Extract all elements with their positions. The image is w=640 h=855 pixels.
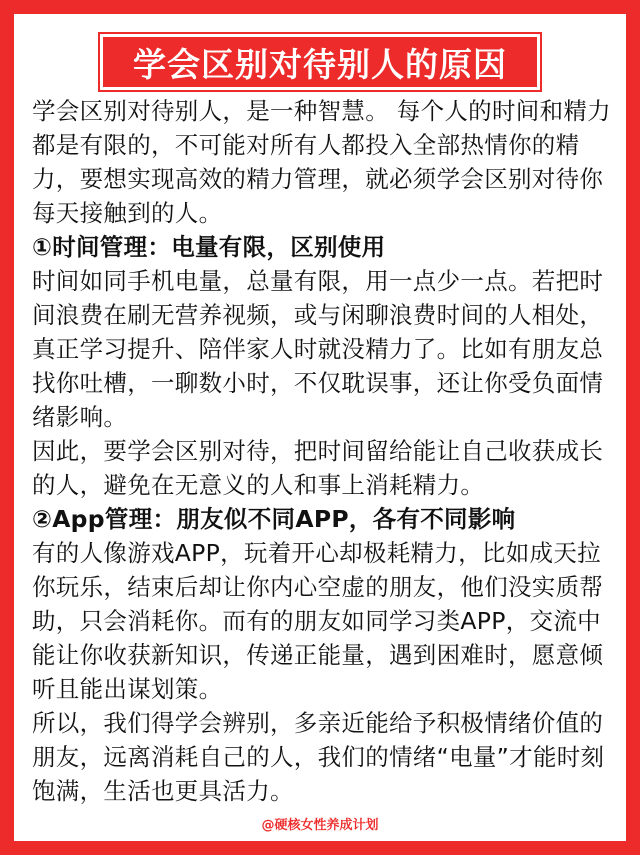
section-time-paragraph-1: 时间如同手机电量，总量有限，用一点少一点。若把时间浪费在刷无营养视频，或与闲聊浪费时间的人相处，真正学习提升、陪伴家人时就没精力了。比如有朋友总找你吐槽，一聊数小时，不仅耽误事，还让你受负面情绪影响。 [32, 267, 604, 431]
section-app-paragraph-1: 有的人像游戏APP，玩着开心却极耗精力，比如成天拉你玩乐，结束后却让你内心空虚的朋友，他们没实质帮助，只会消耗你。而有的朋友如同学习类APP，交流中能让你收获新知识，传递正能量，遇到困难时，愿意倾听且能出谋划策。 [32, 539, 604, 703]
section-time-paragraph-2: 因此，要学会区别对待，把时间留给能让自己收获成长的人，避免在无意义的人和事上消耗精力。 [32, 437, 604, 499]
section-heading-app: ②App管理：朋友似不同APP，各有不同影响 [32, 505, 516, 533]
article-body [32, 94, 616, 808]
title-banner [100, 34, 540, 90]
page-title: 学会区别对待别人的原因 [133, 44, 507, 84]
section-heading-time: ①时间管理：电量有限，区别使用 [32, 233, 386, 261]
content-card [14, 14, 626, 841]
watermark: @硬核女性养成计划 [261, 818, 379, 833]
section-app-paragraph-2: 所以，我们得学会辨别，多亲近能给予积极情绪价值的朋友，远离消耗自己的人，我们的情绪“电量”才能时刻饱满，生活也更具活力。 [32, 709, 605, 805]
intro-paragraph: 学会区别对待别人，是一种智慧。 每个人的时间和精力都是有限的，不可能对所有人都投入全部热情你的精力，要想实现高效的精力管理，就必须学会区别对待你每天接触到的人。 [32, 97, 611, 227]
